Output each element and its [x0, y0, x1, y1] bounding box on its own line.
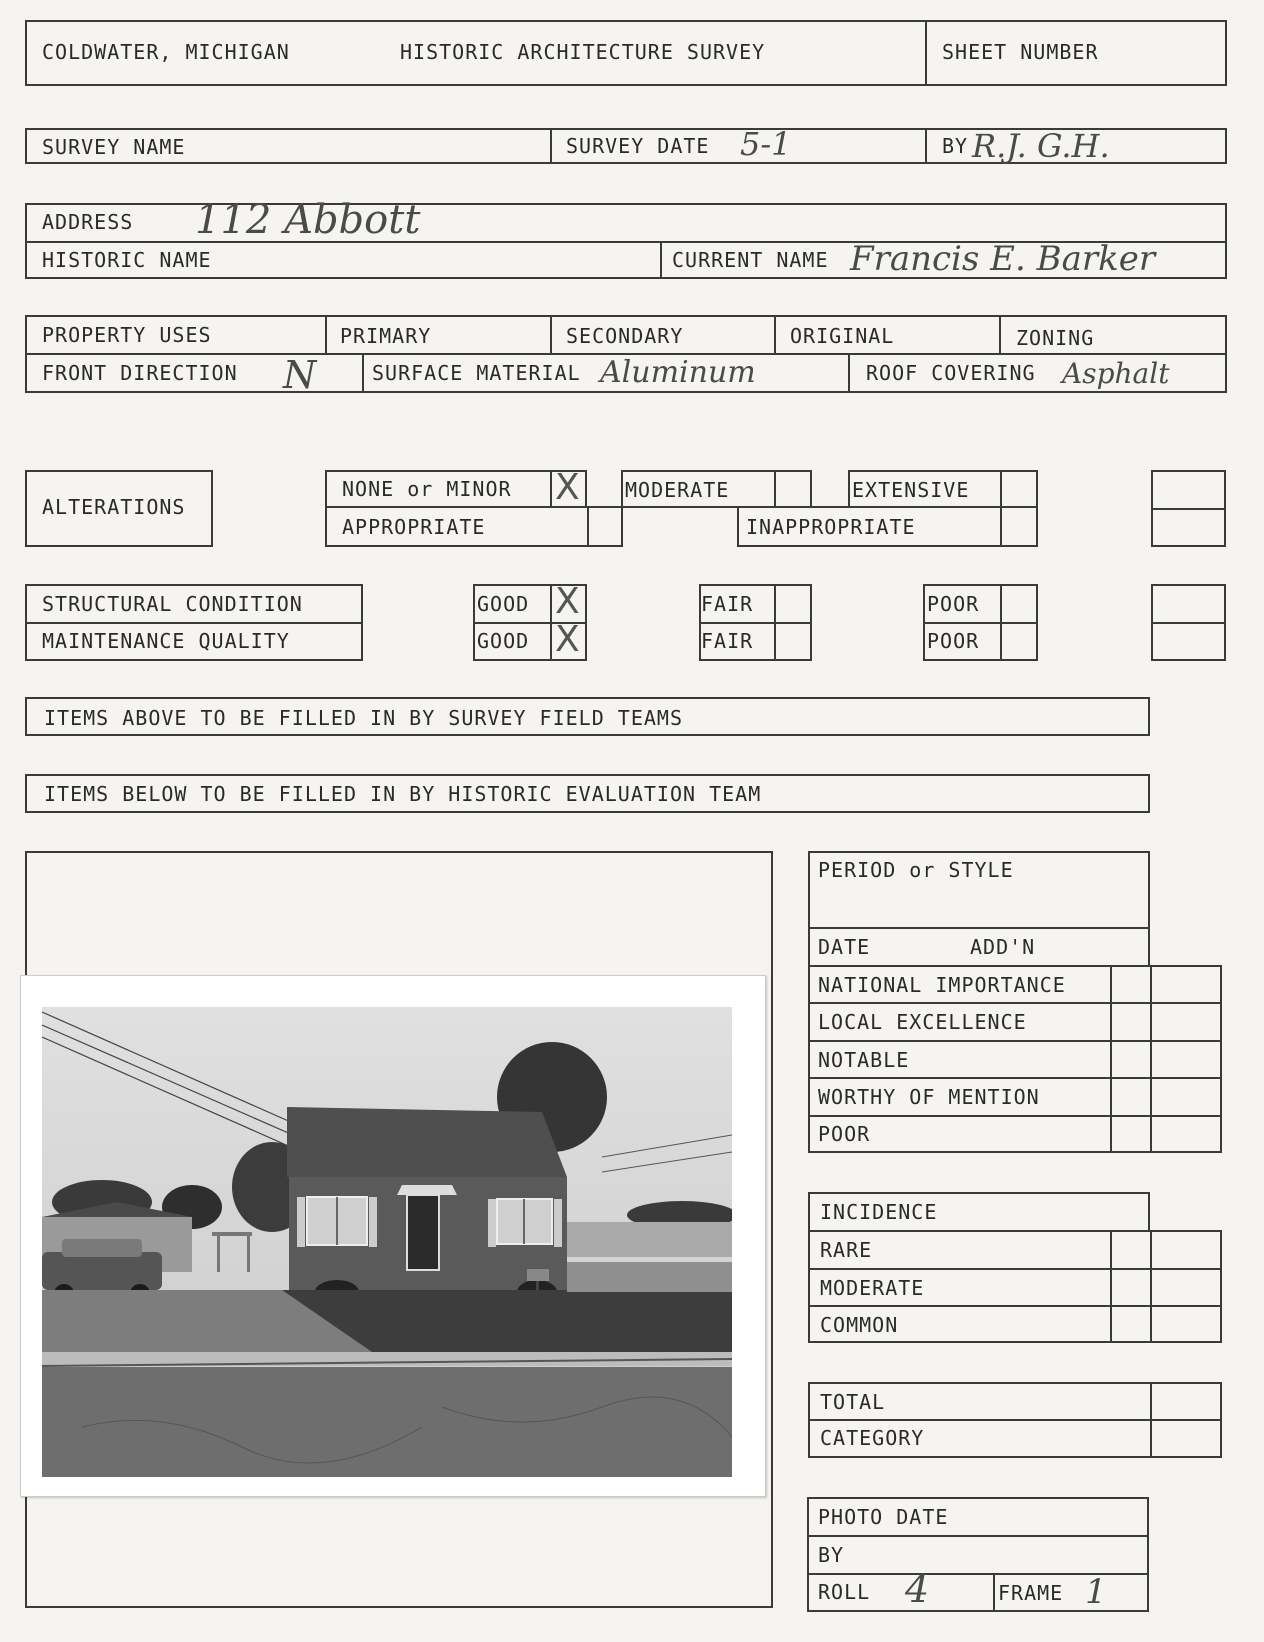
- condition-label-separator: [25, 622, 363, 624]
- incidence-moderate-label: MODERATE: [820, 1276, 925, 1300]
- incidence-sep-2: [808, 1305, 1222, 1307]
- importance-div-2: [1150, 965, 1152, 1153]
- survey-divider-2: [925, 128, 927, 164]
- cond-poor-separator: [923, 622, 1038, 624]
- maintenance-good-mark[interactable]: X: [555, 619, 580, 660]
- cond-fair-divider: [774, 584, 776, 661]
- date-label: DATE: [818, 935, 871, 959]
- maintenance-poor-label: POOR: [927, 629, 980, 653]
- roll-label: ROLL: [818, 1580, 871, 1604]
- surface-material-value[interactable]: Aluminum: [600, 355, 756, 390]
- surface-material-label: SURFACE MATERIAL: [372, 361, 581, 385]
- survey-date-label: SURVEY DATE: [566, 134, 710, 158]
- front-direction-label: FRONT DIRECTION: [42, 361, 238, 385]
- secondary-label: SECONDARY: [566, 324, 684, 348]
- importance-sep-4: [808, 1115, 1222, 1117]
- primary-label: PRIMARY: [340, 324, 432, 348]
- maintenance-good-label: GOOD: [477, 629, 530, 653]
- header-city: COLDWATER, MICHIGAN: [42, 40, 290, 64]
- alt-inappropriate-label: INAPPROPRIATE: [746, 515, 916, 539]
- structural-good-label: GOOD: [477, 592, 530, 616]
- property-div-5: [362, 353, 364, 393]
- photo-date-label: PHOTO DATE: [818, 1505, 949, 1529]
- header-divider: [925, 20, 927, 86]
- structural-condition-label: STRUCTURAL CONDITION: [42, 592, 303, 616]
- current-name-value[interactable]: Francis E. Barker: [850, 239, 1156, 279]
- importance-div-1: [1110, 965, 1112, 1153]
- maintenance-quality-label: MAINTENANCE QUALITY: [42, 629, 290, 653]
- zoning-label: ZONING: [1016, 326, 1095, 350]
- alt-moderate-label: MODERATE: [625, 478, 730, 502]
- note-below: ITEMS BELOW TO BE FILLED IN BY HISTORIC EVALUATION TEAM: [44, 782, 762, 806]
- evaluation-poor-label: POOR: [818, 1122, 871, 1146]
- property-div-4: [999, 315, 1001, 353]
- property-uses-label: PROPERTY USES: [42, 323, 212, 347]
- alterations-label: ALTERATIONS: [42, 495, 186, 519]
- survey-by-value[interactable]: R.J. G.H.: [972, 127, 1110, 165]
- survey-date-value[interactable]: 5-1: [740, 125, 792, 163]
- survey-name-label: SURVEY NAME: [42, 135, 186, 159]
- importance-sep-3: [808, 1077, 1222, 1079]
- alt-appropriate-label: APPROPRIATE: [342, 515, 486, 539]
- structural-fair-label: FAIR: [701, 592, 754, 616]
- roof-covering-label: ROOF COVERING: [866, 361, 1036, 385]
- alt-none-minor-label: NONE or MINOR: [342, 477, 512, 501]
- worthy-of-mention-label: WORTHY OF MENTION: [818, 1085, 1040, 1109]
- photo-info-sep-1: [807, 1535, 1149, 1537]
- notable-label: NOTABLE: [818, 1048, 910, 1072]
- national-importance-label: NATIONAL IMPORTANCE: [818, 973, 1066, 997]
- importance-sep-1: [808, 1002, 1222, 1004]
- property-div-3: [774, 315, 776, 353]
- alt-appropriate-checkbox[interactable]: [587, 506, 623, 547]
- roll-value[interactable]: 4: [905, 1567, 930, 1611]
- cond-poor-divider: [1000, 584, 1002, 661]
- photo-card: [20, 975, 766, 1497]
- address-value[interactable]: 112 Abbott: [195, 197, 421, 243]
- alt-moderate-checkbox[interactable]: [774, 470, 812, 508]
- incidence-div-1: [1110, 1230, 1112, 1343]
- maintenance-fair-label: FAIR: [701, 629, 754, 653]
- alt-extensive-label: EXTENSIVE: [852, 478, 970, 502]
- photo-by-label: BY: [818, 1543, 845, 1567]
- front-direction-value[interactable]: N: [283, 353, 317, 397]
- period-style-label: PERIOD or STYLE: [818, 858, 1014, 882]
- alt-none-minor-mark: X: [555, 467, 580, 508]
- total-separator: [808, 1419, 1222, 1421]
- incidence-label: INCIDENCE: [820, 1200, 938, 1224]
- frame-label: FRAME: [998, 1581, 1064, 1605]
- address-label: ADDRESS: [42, 210, 134, 234]
- roof-covering-value[interactable]: Asphalt: [1062, 357, 1170, 390]
- importance-sep-2: [808, 1040, 1222, 1042]
- frame-value[interactable]: 1: [1085, 1572, 1107, 1612]
- current-name-label: CURRENT NAME: [672, 248, 829, 272]
- total-label: TOTAL: [820, 1390, 886, 1414]
- photo-info-divider: [993, 1573, 995, 1612]
- property-div-6: [848, 353, 850, 393]
- historic-name-label: HISTORIC NAME: [42, 248, 212, 272]
- alt-score-separator: [1151, 508, 1226, 510]
- current-name-divider: [660, 241, 662, 279]
- addn-label: ADD'N: [970, 935, 1036, 959]
- original-label: ORIGINAL: [790, 324, 895, 348]
- cond-fair-separator: [699, 622, 812, 624]
- property-div-2: [550, 315, 552, 353]
- cond-good-divider: [550, 584, 552, 661]
- local-excellence-label: LOCAL EXCELLENCE: [818, 1010, 1027, 1034]
- survey-by-label: BY: [942, 134, 969, 158]
- incidence-div-2: [1150, 1230, 1152, 1343]
- property-div-1: [325, 315, 327, 353]
- rare-label: RARE: [820, 1238, 873, 1262]
- cond-score-separator: [1151, 622, 1226, 624]
- category-label: CATEGORY: [820, 1426, 925, 1450]
- survey-divider-1: [550, 128, 552, 164]
- common-label: COMMON: [820, 1313, 899, 1337]
- alt-extensive-checkbox[interactable]: [1000, 470, 1038, 508]
- note-above: ITEMS ABOVE TO BE FILLED IN BY SURVEY FIELD TEAMS: [44, 706, 684, 730]
- structural-good-mark[interactable]: X: [555, 581, 580, 622]
- incidence-sep-1: [808, 1268, 1222, 1270]
- header-title: HISTORIC ARCHITECTURE SURVEY: [400, 40, 766, 64]
- house-photo: [42, 1007, 732, 1477]
- sheet-number-label: SHEET NUMBER: [942, 40, 1099, 64]
- alt-inappropriate-checkbox[interactable]: [1000, 506, 1038, 547]
- structural-poor-label: POOR: [927, 592, 980, 616]
